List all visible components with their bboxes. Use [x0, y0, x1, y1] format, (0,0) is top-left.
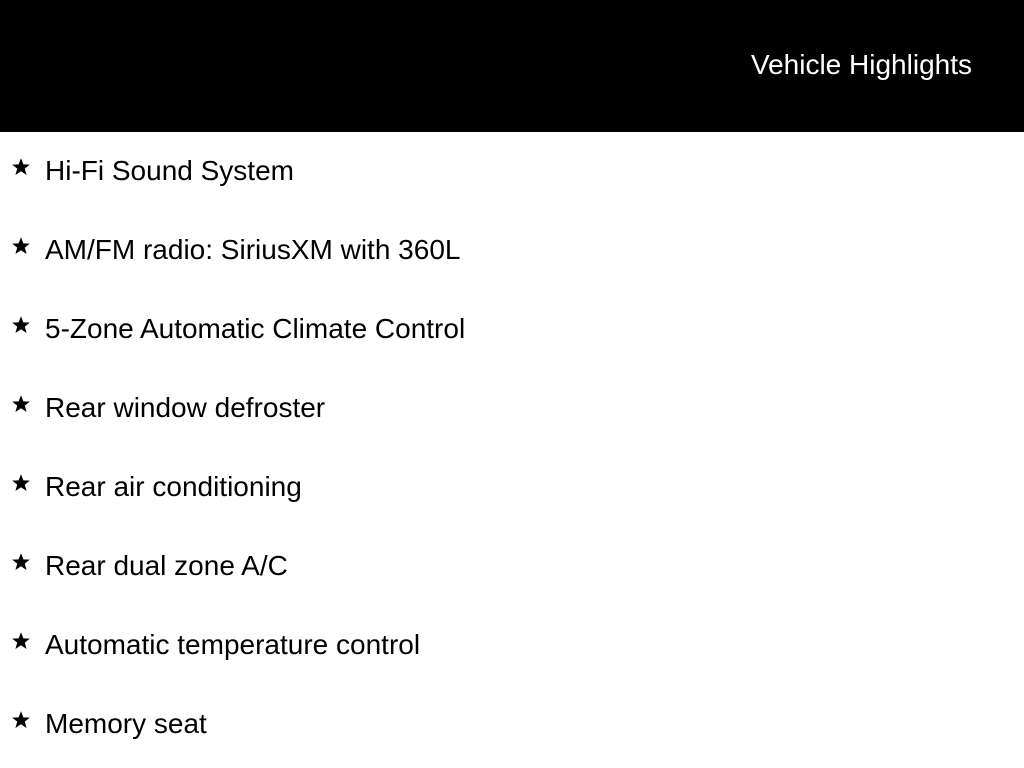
feature-item — [0, 685, 1024, 764]
feature-item — [0, 211, 1024, 290]
star-icon — [10, 235, 32, 257]
feature-item — [0, 290, 1024, 369]
feature-item — [0, 132, 1024, 211]
feature-label: Rear air conditioning — [45, 471, 302, 502]
feature-label: Memory seat — [45, 708, 207, 739]
feature-item — [0, 527, 1024, 606]
star-icon — [10, 551, 32, 573]
feature-item — [0, 369, 1024, 448]
feature-list — [0, 132, 1024, 768]
star-icon — [10, 472, 32, 494]
feature-label: Automatic temperature control — [45, 629, 421, 660]
star-icon — [10, 314, 32, 336]
feature-label: Hi-Fi Sound System — [45, 155, 294, 186]
star-icon — [10, 156, 32, 178]
feature-label: Rear dual zone A/C — [45, 550, 288, 581]
feature-label: Rear window defroster — [45, 392, 326, 423]
feature-label: AM/FM radio: SiriusXM with 360L — [45, 234, 461, 265]
page-title: Vehicle Highlights — [750, 49, 972, 80]
feature-label: 5-Zone Automatic Climate Control — [45, 313, 466, 344]
star-icon — [10, 630, 32, 652]
star-icon — [10, 709, 32, 731]
star-icon — [10, 393, 32, 415]
header-bar — [0, 0, 1024, 132]
feature-item — [0, 448, 1024, 527]
feature-item — [0, 606, 1024, 685]
